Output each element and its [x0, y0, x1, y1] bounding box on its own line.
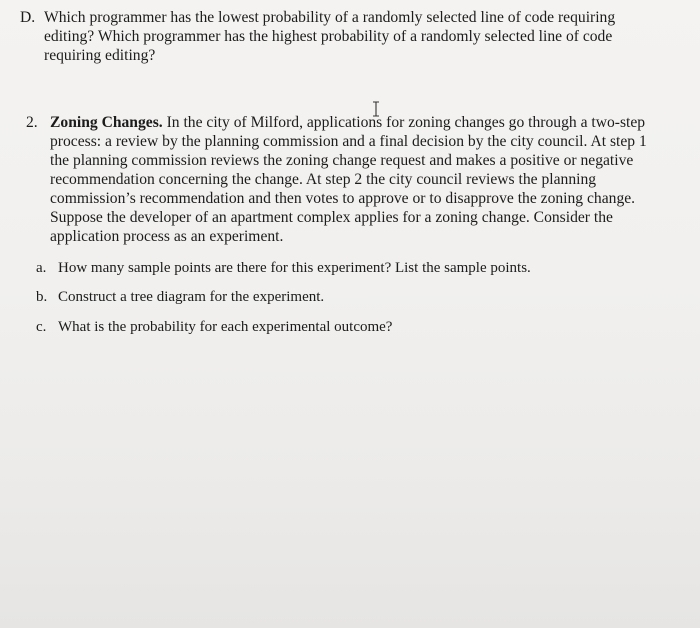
question-2-title: Zoning Changes.	[50, 114, 163, 131]
subpart-a-marker: a.	[36, 260, 47, 276]
question-2-body	[50, 113, 647, 246]
part-d-marker: D.	[20, 9, 36, 26]
subpart-b-marker: b.	[36, 289, 48, 305]
question-2-line: Suppose the developer of an apartment complex applies for a zoning change. Consider the	[50, 209, 613, 226]
part-d-line: requiring editing?	[44, 47, 156, 64]
question-2-line: commission’s recommendation and then votes to approve or to disapprove the zoning change.	[50, 190, 636, 207]
question-2-first-line-text: In the city of Milford, applications for zoning changes go through a two-step	[162, 114, 646, 131]
question-2-line: process: a review by the planning commission and a final decision by the city council. At step 1	[50, 133, 647, 150]
subpart-c-marker: c.	[36, 319, 47, 335]
question-2-line: the planning commission reviews the zoning change request and makes a positive or negative	[50, 152, 634, 169]
subpart-b-text: Construct a tree diagram for the experiment.	[58, 289, 325, 305]
question-2-number: 2.	[26, 114, 38, 131]
part-d-line: Which programmer has the lowest probability of a randomly selected line of code requiring	[44, 9, 616, 26]
part-d-line: editing? Which programmer has the highest probability of a randomly selected line of code	[44, 28, 613, 45]
subpart-a-text: How many sample points are there for this experiment? List the sample points.	[58, 260, 531, 276]
part-d-question	[44, 8, 615, 65]
question-2-line: recommendation concerning the change. At step 2 the city council reviews the planning	[50, 171, 597, 188]
subpart-c-text: What is the probability for each experimental outcome?	[58, 319, 393, 335]
question-2-first-line	[50, 113, 647, 132]
question-2-line: application process as an experiment.	[50, 228, 284, 245]
